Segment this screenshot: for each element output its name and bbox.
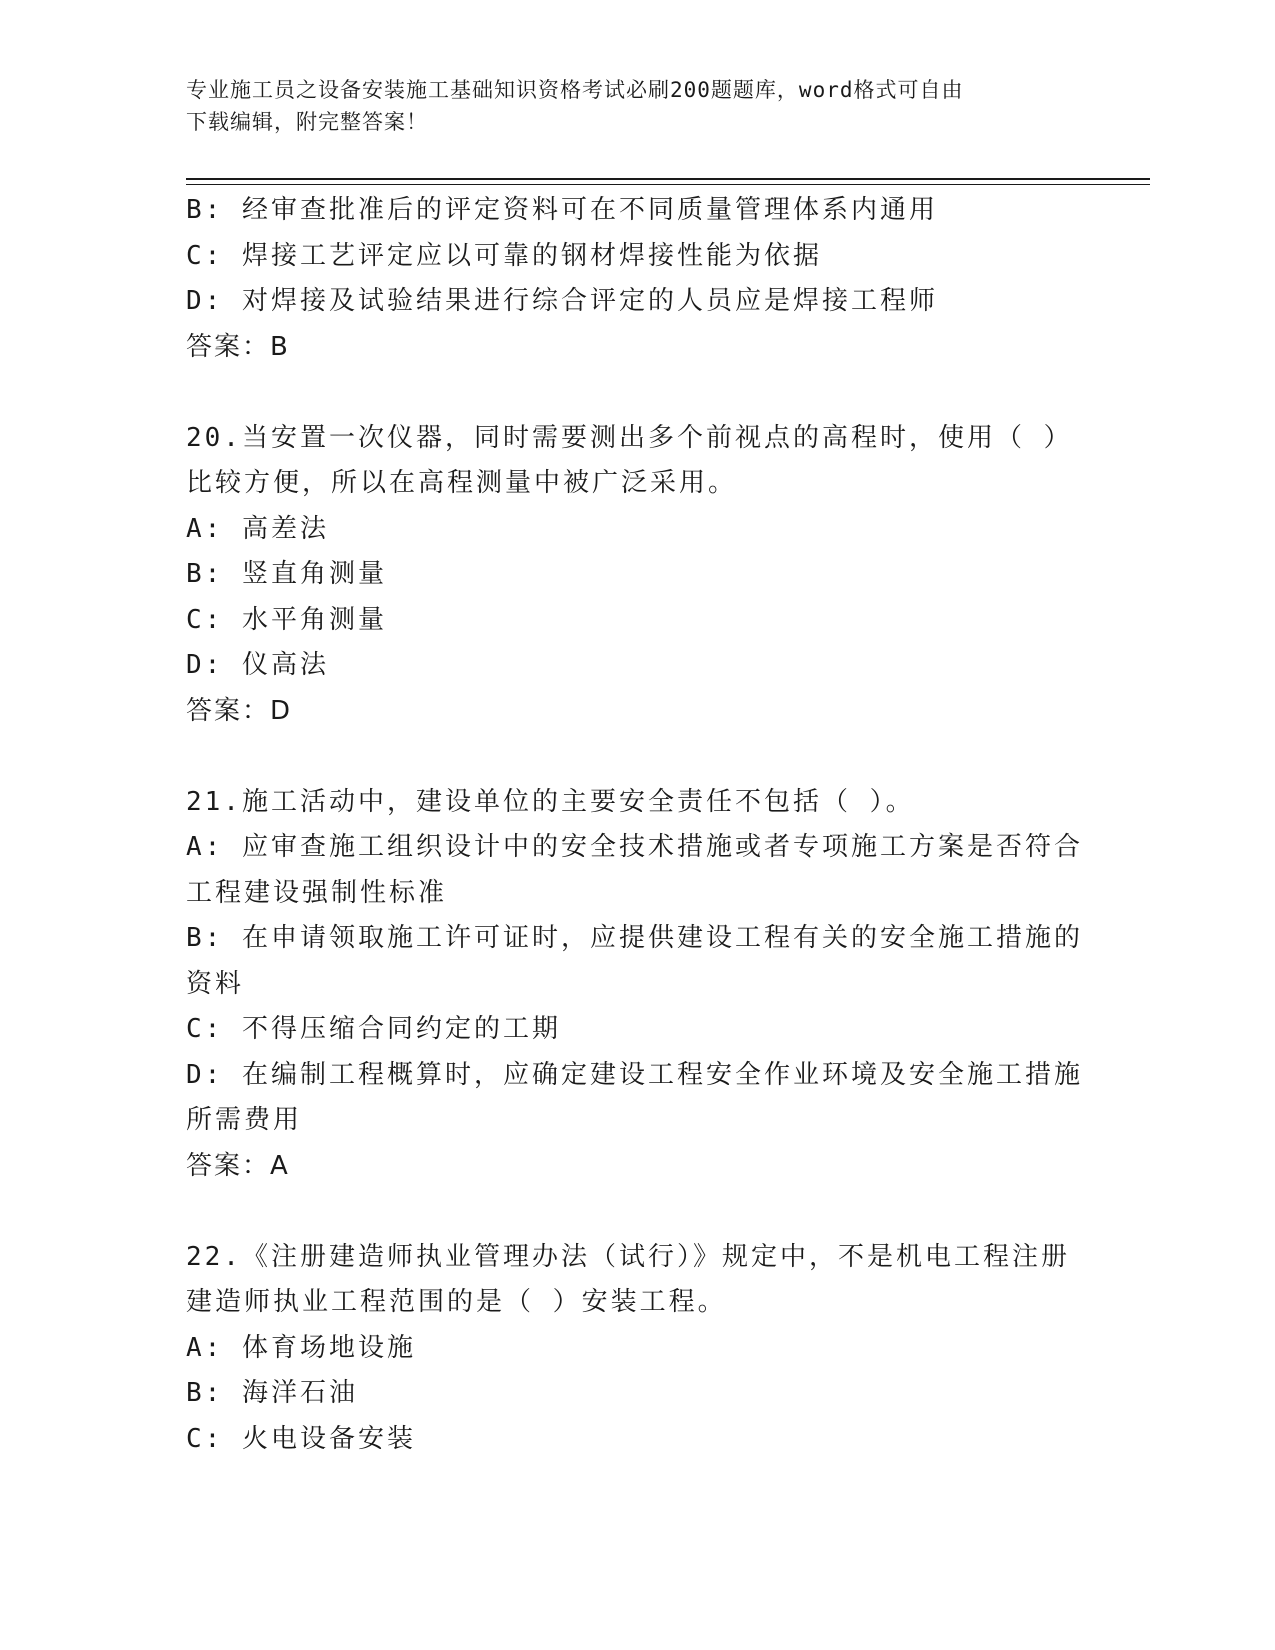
header-divider-thick [186,178,1150,180]
option-b: B: 在申请领取施工许可证时，应提供建设工程有关的安全施工措施的 [186,923,1083,953]
question-19-tail [186,188,1086,370]
option-b-continued: 资料 [186,968,245,999]
option-d: D: 在编制工程概算时，应确定建设工程安全作业环境及安全施工措施 [186,1059,1083,1090]
question-22 [186,1235,1086,1463]
question-list [186,188,1086,1462]
answer-label: 答案：B [186,331,290,362]
question-21 [186,780,1086,1190]
option-c: C: 火电设备安装 [186,1423,416,1454]
option-b: B: 竖直角测量 [186,559,387,589]
answer-label: 答案：A [186,1150,290,1181]
document-header [186,74,1066,138]
option-a: A: 体育场地设施 [186,1332,416,1363]
option-d-continued: 所需费用 [186,1105,303,1135]
question-stem: 22.《注册建造师执业管理办法（试行）》规定中，不是机电工程注册 [186,1241,1070,1272]
question-stem-continued: 建造师执业工程范围的是（ ）安装工程。 [186,1287,727,1317]
option-d: D: 对焊接及试验结果进行综合评定的人员应是焊接工程师 [186,286,938,316]
spacer [186,734,1086,780]
option-a: A: 应审查施工组织设计中的安全技术措施或者专项施工方案是否符合 [186,832,1083,862]
question-stem: 21.施工活动中，建设单位的主要安全责任不包括（ ）。 [186,786,915,817]
option-b: B: 经审查批准后的评定资料可在不同质量管理体系内通用 [186,195,938,225]
option-c: C: 不得压缩合同约定的工期 [186,1014,561,1044]
header-line-2: 下载编辑，附完整答案！ [186,110,428,134]
question-stem-continued: 比较方便，所以在高程测量中被广泛采用。 [186,468,738,498]
option-c: C: 焊接工艺评定应以可靠的钢材焊接性能为依据 [186,240,822,271]
header-line-1: 专业施工员之设备安装施工基础知识资格考试必刷200题题库，word格式可自由 [186,78,964,102]
spacer [186,370,1086,416]
question-20 [186,416,1086,735]
option-a: A: 高差法 [186,513,329,544]
question-stem: 20.当安置一次仪器，同时需要测出多个前视点的高程时，使用（ ） [186,422,1073,453]
option-d: D: 仪高法 [186,650,329,680]
spacer [186,1189,1086,1235]
option-c: C: 水平角测量 [186,604,387,635]
answer-label: 答案：D [186,695,293,726]
header-divider-thin [186,184,1150,185]
option-a-continued: 工程建设强制性标准 [186,877,448,908]
option-b: B: 海洋石油 [186,1378,358,1408]
